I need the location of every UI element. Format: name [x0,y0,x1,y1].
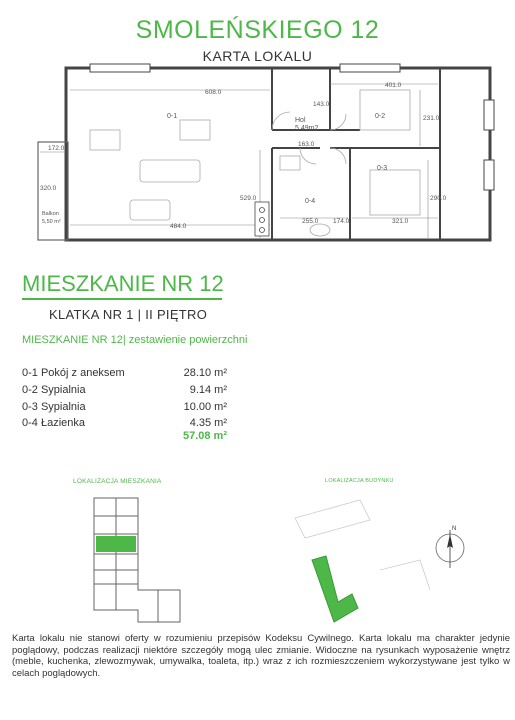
room-name: 0-2 Sypialnia [22,384,86,396]
apartment-title: MIESZKANIE NR 12 [22,271,224,296]
building-key-plan [80,490,190,630]
hall-area: 5,49m2 [295,125,319,132]
room-label: 0-4 [305,198,316,205]
building-shape [312,556,358,622]
windows [90,64,494,190]
highlighted-apartment [96,536,136,552]
balcony-label: Balkon [42,211,59,217]
page-subtitle: KARTA LOKALU [202,48,313,64]
dim-label: 529.0 [240,195,257,202]
dim-label: 231.0 [423,115,440,122]
page-title: SMOLEŃSKIEGO 12 [135,16,380,44]
building-location-label: LOKALIZACJA BUDYNKU [325,478,394,484]
dim-label: 163.0 [298,141,315,148]
stair-floor: KLATKA NR 1 | II PIĘTRO [49,307,208,322]
title-underline [22,298,222,300]
dim-label: 320.0 [40,185,57,192]
dim-label: 143.0 [313,101,330,108]
room-area: 10.00 m² [183,401,227,413]
hall-label: Hol [295,117,306,124]
dim-label: 321.0 [392,218,409,225]
room-area: 28.10 m² [183,367,227,379]
total-area: 57.08 m² [182,430,227,442]
apartment-location-label: LOKALIZACJA MIESZKANIA [73,478,162,485]
north-label: N [452,526,457,532]
room-name: 0-1 Pokój z aneksem [22,367,125,379]
room-label: 0-3 [377,165,388,172]
dim-label: 484.0 [170,223,187,230]
room-label: 0-1 [167,113,178,120]
dim-label: 174.0 [333,218,350,225]
furniture [90,90,420,236]
room-name: 0-4 Łazienka [22,417,85,429]
dim-label: 172.0 [48,145,65,152]
dim-label: 255.0 [302,218,319,225]
north-arrow-icon [436,526,464,568]
room-label: 0-2 [375,113,386,120]
room-name: 0-3 Sypialnia [22,401,86,413]
dim-label: 401.0 [385,82,402,89]
room-area: 9.14 m² [189,384,227,396]
balcony-area: 5,50 m² [42,219,61,225]
floor-plan [30,60,500,250]
room-area: 4.35 m² [189,417,227,429]
disclaimer: Karta lokalu nie stanowi oferty w rozumieniu przepisów Kodeksu Cywilnego. Karta lokalu ma charakter jedynie poglądowy, podczas realizacji niektóre szczegóły mogą ulec zmianie. Widoczne na rysunkach wyposażenie wnętrz (meble, kuchenka, zlewozmywak, umywalka, toaleta, itp.) wraz z ich rozmieszczeniem wykorzystywane jest tylko w celach poglądowych. [12,633,510,679]
summary-title: MIESZKANIE NR 12| zestawienie powierzchni [22,334,248,346]
dim-label: 290.0 [430,195,447,202]
dim-label: 608.0 [205,89,222,96]
site-plan [290,490,480,630]
